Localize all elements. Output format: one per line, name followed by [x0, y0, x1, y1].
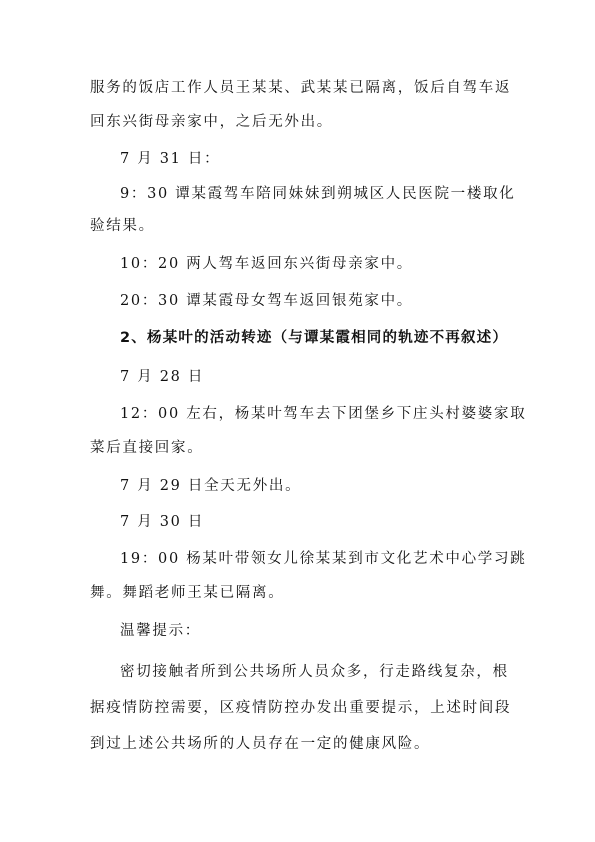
text-line-10: 12：00 左右，杨某叶驾车去下团堡乡下庄头村婆婆家取 — [120, 406, 527, 422]
date-heading-7-28: 7 月 28 日 — [120, 369, 205, 385]
text-line-7: 20：30 谭某霞母女驾车返回银苑家中。 — [120, 293, 414, 309]
notice-heading: 温馨提示： — [120, 623, 201, 639]
notice-line-2: 据疫情防控需要，区疫情防控办发出重要提示，上述时间段 — [90, 700, 512, 716]
text-line-5: 验结果。 — [90, 218, 155, 234]
text-line-6: 10：20 两人驾车返回东兴街母亲家中。 — [120, 256, 414, 272]
text-line-4: 9：30 谭某霞驾车陪同妹妹到朔城区人民医院一楼取化 — [120, 186, 516, 202]
date-line-7-29: 7 月 29 日全天无外出。 — [120, 478, 302, 494]
text-line-15: 舞。舞蹈老师王某已隔离。 — [90, 585, 285, 601]
date-heading-7-30: 7 月 30 日 — [120, 514, 205, 530]
section-heading-2: 2、杨某叶的活动转迹（与谭某霞相同的轨迹不再叙述） — [120, 330, 509, 346]
text-line-11: 菜后直接回家。 — [90, 440, 204, 456]
text-line-2: 回东兴街母亲家中，之后无外出。 — [90, 114, 333, 130]
text-line-1: 服务的饭店工作人员王某某、武某某已隔离，饭后自驾车返 — [90, 80, 512, 96]
text-line-14: 19：00 杨某叶带领女儿徐某某到市文化艺术中心学习跳 — [120, 551, 527, 567]
notice-line-3: 到过上述公共场所的人员存在一定的健康风险。 — [90, 736, 431, 752]
date-heading-7-31: 7 月 31 日： — [120, 151, 221, 167]
notice-line-1: 密切接触者所到公共场所人员众多，行走路线复杂，根 — [120, 664, 509, 680]
